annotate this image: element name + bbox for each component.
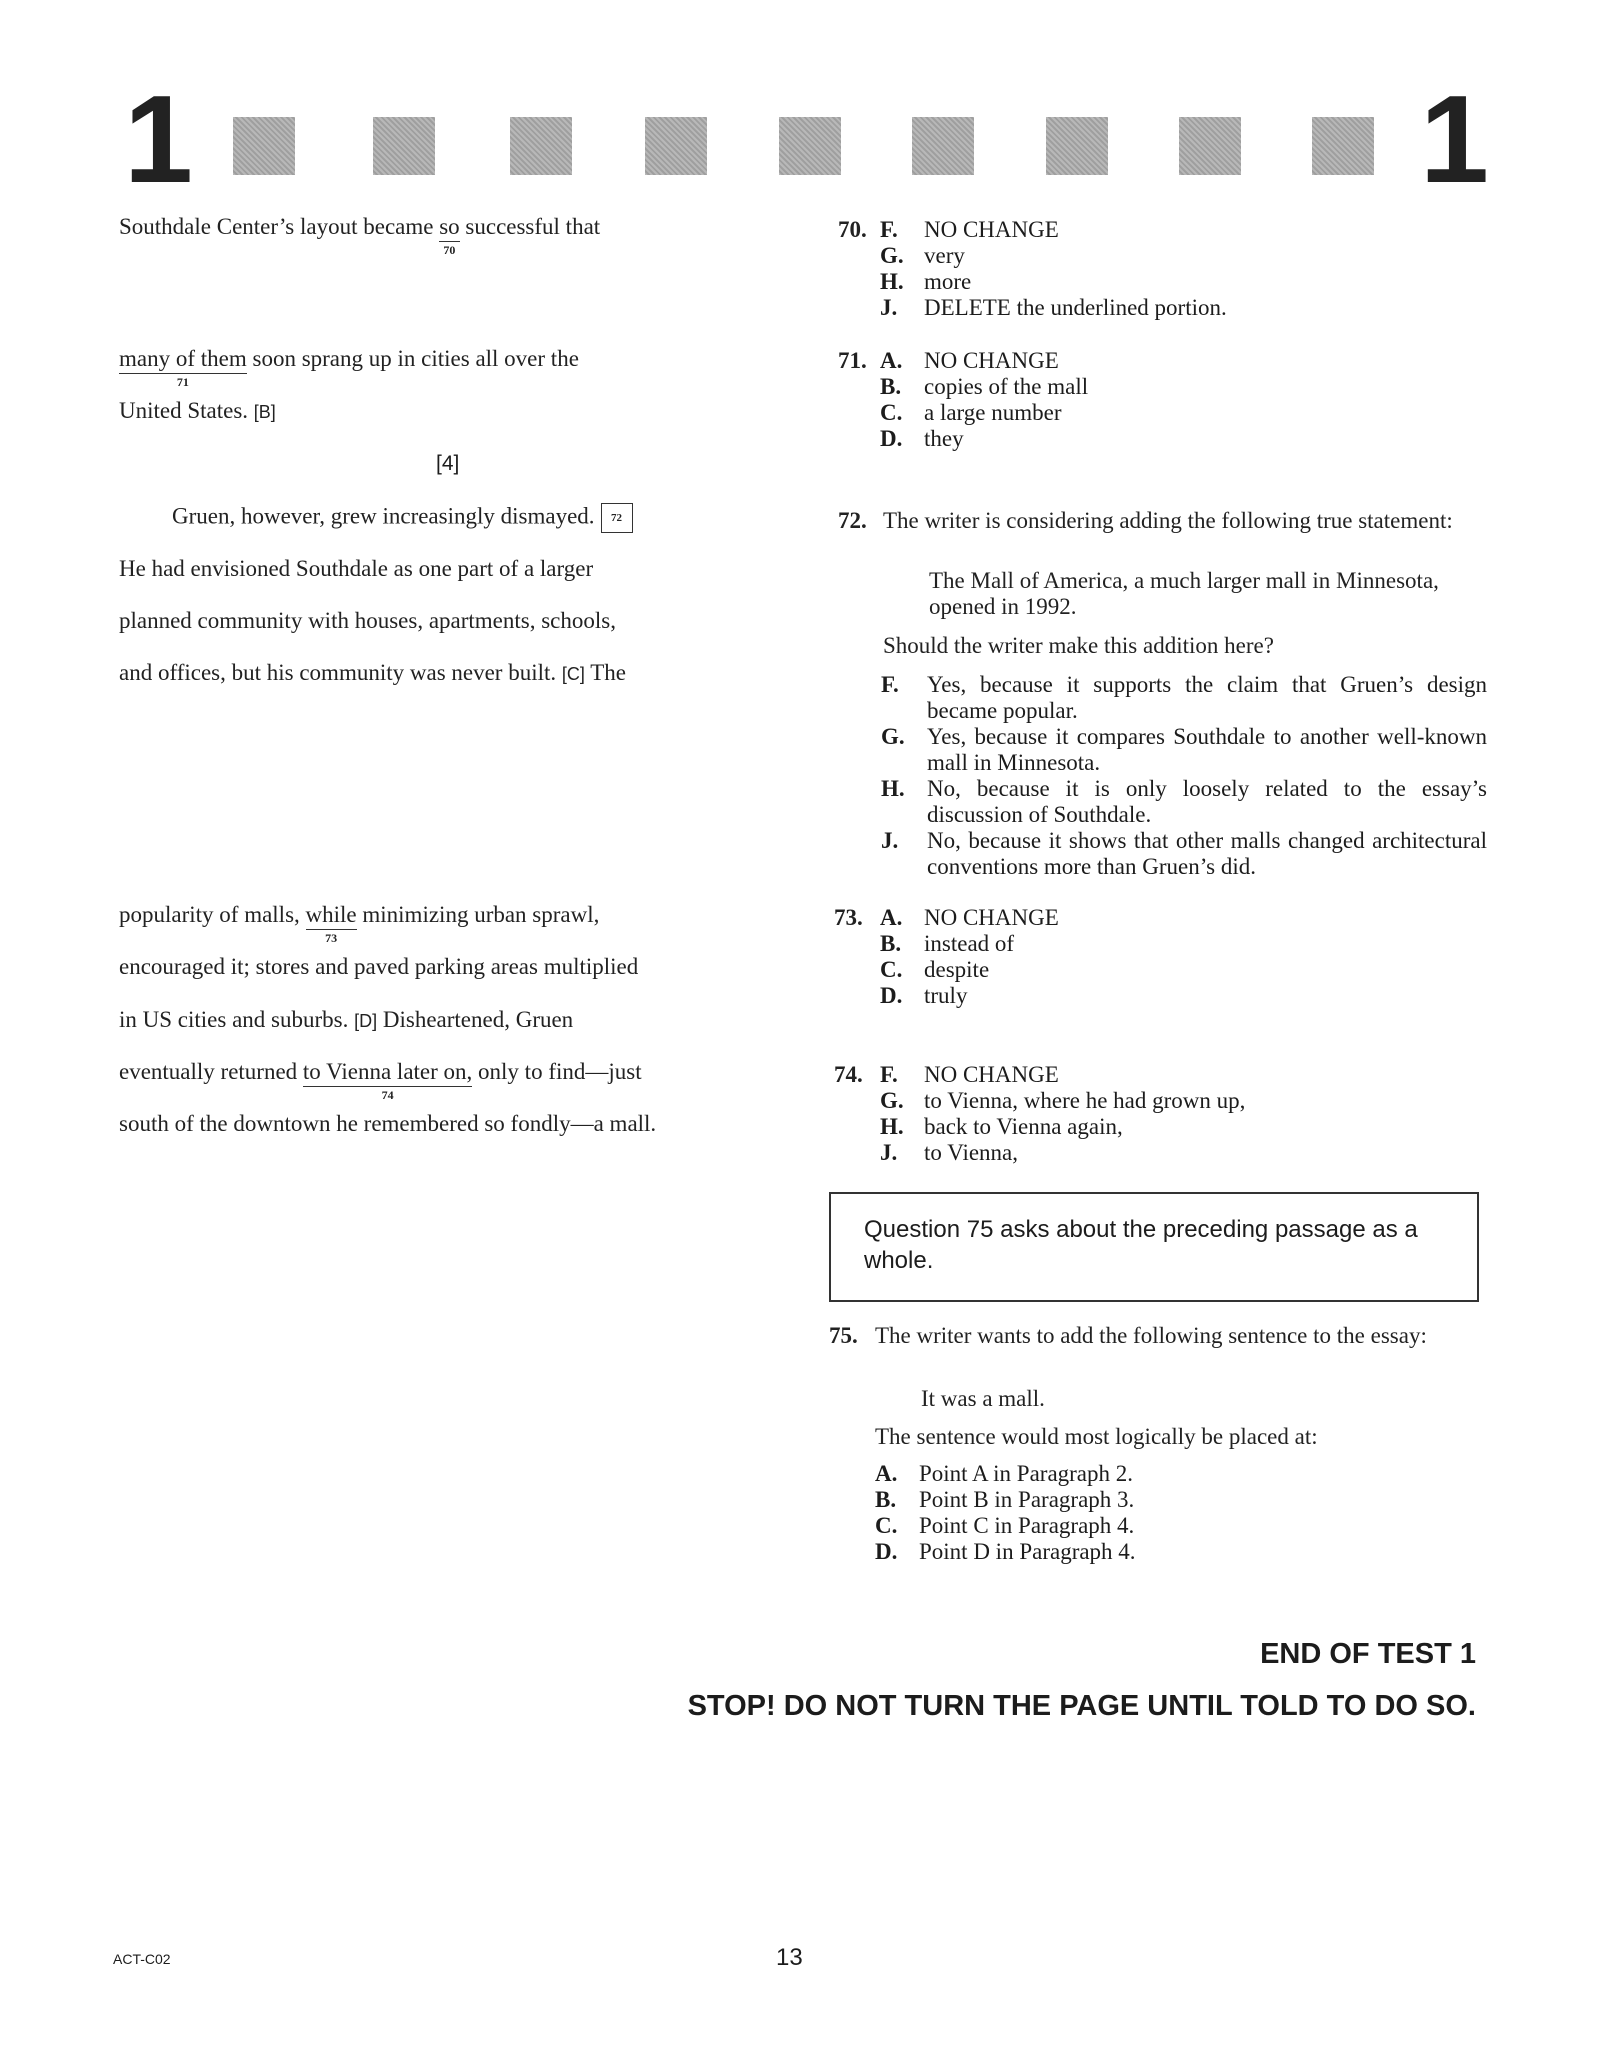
section-number-left: 1 [124, 71, 193, 209]
answer-option[interactable]: G. Yes, because it compares Southdale to another well-known mall in Minnesota. [881, 724, 1487, 775]
answer-option[interactable]: A. NO CHANGE [880, 905, 1059, 930]
question-number-70: 70. [838, 217, 867, 242]
answer-option[interactable]: B. Point B in Paragraph 3. [875, 1487, 1135, 1512]
point-marker-b: [B] [253, 402, 276, 422]
answer-option[interactable]: B. copies of the mall [880, 374, 1089, 399]
header-shade-box [233, 117, 295, 175]
answer-option[interactable]: H. more [880, 269, 972, 294]
header-shade-box [373, 117, 435, 175]
passage-line: United States. [B] [119, 398, 276, 423]
question-stem: The writer wants to add the following sentence to the essay: [875, 1323, 1427, 1348]
stop-instruction: STOP! DO NOT TURN THE PAGE UNTIL TOLD TO DO SO. [687, 1690, 1476, 1722]
answer-option[interactable]: H. No, because it is only loosely related to the essay’s discussion of Southdale. [881, 776, 1487, 827]
passage-line: many of them 71 soon sprang up in cities all over the [119, 346, 579, 389]
answer-option[interactable]: H. back to Vienna again, [880, 1114, 1123, 1139]
point-marker-c: [C] [561, 664, 585, 684]
answer-option[interactable]: F. NO CHANGE [880, 1062, 1059, 1087]
header-shade-box [1312, 117, 1374, 175]
header-shade-box [1046, 117, 1108, 175]
underlined-portion-71: many of them 71 [119, 346, 247, 389]
question-number-74: 74. [834, 1062, 863, 1087]
answer-option[interactable]: J. to Vienna, [880, 1140, 1019, 1165]
question-number-75: 75. [829, 1323, 858, 1348]
point-marker-d: [D] [354, 1011, 378, 1031]
answer-option[interactable]: G. very [880, 243, 965, 268]
answer-option[interactable]: C. despite [880, 957, 990, 982]
passage-line: and offices, but his community was never built. [C] The [119, 660, 626, 685]
end-of-test-heading: END OF TEST 1 [1260, 1638, 1476, 1670]
answer-option[interactable]: A. Point A in Paragraph 2. [875, 1461, 1134, 1486]
underlined-portion-73: while 73 [305, 902, 357, 945]
answer-option[interactable]: J. DELETE the underlined portion. [880, 295, 1227, 320]
answer-option[interactable]: D. truly [880, 983, 968, 1008]
passage-line: encouraged it; stores and paved parking areas multiplied [119, 954, 639, 979]
passage-line: popularity of malls, while 73 minimizing urban sprawl, [119, 902, 600, 945]
header-shade-box [510, 117, 572, 175]
answer-option[interactable]: B. instead of [880, 931, 1015, 956]
header-shade-box [1179, 117, 1241, 175]
passage-line: Gruen, however, grew increasingly dismayed. 72 [172, 503, 633, 533]
answer-option[interactable]: J. No, because it shows that other malls changed architectural conventions more than Gruen’s did. [881, 828, 1487, 879]
question-number-73: 73. [834, 905, 863, 930]
question-prompt: The sentence would most logically be placed at: [875, 1424, 1318, 1449]
answer-option[interactable]: D. Point D in Paragraph 4. [875, 1539, 1136, 1564]
page-number: 13 [776, 1944, 803, 1971]
answer-option[interactable]: C. a large number [880, 400, 1062, 425]
passage-question-notice: Question 75 asks about the preceding passage as a whole. [829, 1192, 1479, 1302]
answer-option[interactable]: A. NO CHANGE [880, 348, 1059, 373]
form-code: ACT-C02 [113, 1951, 171, 1967]
question-quote: The Mall of America, a much larger mall in Minnesota, opened in 1992. [929, 568, 1439, 619]
header-shade-box [779, 117, 841, 175]
answer-option[interactable]: G. to Vienna, where he had grown up, [880, 1088, 1246, 1113]
answer-option[interactable]: F. NO CHANGE [880, 217, 1059, 242]
header-shade-box [645, 117, 707, 175]
question-box-72: 72 [601, 503, 633, 533]
underlined-portion-70: so 70 [439, 214, 460, 257]
question-number-72: 72. [838, 508, 867, 533]
passage-line: He had envisioned Southdale as one part of a larger [119, 556, 594, 581]
underlined-portion-74: to Vienna later on, 74 [302, 1059, 473, 1102]
answer-option[interactable]: C. Point C in Paragraph 4. [875, 1513, 1135, 1538]
question-number-71: 71. [838, 348, 867, 373]
answer-option[interactable]: F. Yes, because it supports the claim that Gruen’s design became popular. [881, 672, 1487, 723]
question-stem: The writer is considering adding the following true statement: [883, 508, 1453, 533]
question-prompt: Should the writer make this addition here? [883, 633, 1274, 658]
paragraph-label: [4] [436, 452, 460, 475]
passage-line: in US cities and suburbs. [D] Disheartened, Gruen [119, 1007, 574, 1032]
passage-line: planned community with houses, apartments, schools, [119, 608, 616, 633]
passage-line: south of the downtown he remembered so fondly—a mall. [119, 1111, 657, 1136]
section-number-right: 1 [1420, 71, 1489, 209]
header-shade-box [912, 117, 974, 175]
passage-line: eventually returned to Vienna later on, 74 only to find—just [119, 1059, 642, 1102]
answer-option[interactable]: D. they [880, 426, 964, 451]
passage-line: Southdale Center’s layout became so 70 successful that [119, 214, 601, 257]
question-quote: It was a mall. [921, 1386, 1045, 1411]
